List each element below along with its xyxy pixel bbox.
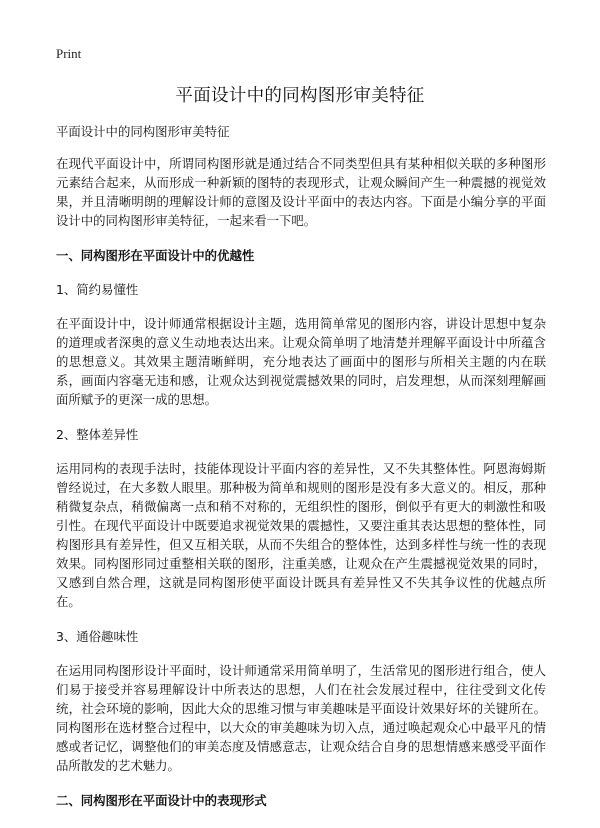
subsection-heading-simplicity: 1、简约易懂性 [56,282,139,297]
paragraph-simplicity: 在平面设计中，设计师通常根据设计主题，选用简单常见的图形内容，讲设计思想中复杂的道理或者深奥的意义生动地表达出来。让观众简单明了地清楚并理解平面设计中所蕴含的思想意义。其效果主题清晰鲜明，充分地表达了画面中的图形与所相关主题的内在联系，画面内容毫无违和感，让观众达到视觉震撼效果的同时，启发理想，从而深刻理解画面所赋予的更深一成的思想。 [56,316,546,407]
section-heading-forms: 二、同构图形在平面设计中的表现形式 [56,793,267,808]
page-title: 平面设计中的同构图形审美特征 [175,86,425,106]
paragraph-difference: 运用同构的表现手法时，技能体现设计平面内容的差异性，又不失其整体性。阿恩海姆斯曾经说过，在大多数人眼里。那种极为简单和规则的图形是没有多大意义的。相反，那种稍微复杂点，稍微偏离一点和稍不对称的，无组织性的图形，倒似乎有更大的刺激性和吸引性。在现代平面设计中既要追求视觉效果的震撼性，又要注重其表达思想的整体性，同构图形具有差异性，但又互相关联，从而不失组合的整体性，达到多样性与统一性的表现效果。同构图形同过重整相关联的图形，注重美感，让观众在产生震撼视觉效果的同时，又感到自然合理，这就是同构图形使平面设计既具有差异性又不失其争议性的优越点所在。 [56,461,546,609]
subsection-heading-difference: 2、整体差异性 [56,427,139,442]
subsection-heading-interest: 3、通俗趣味性 [56,629,139,644]
print-link[interactable]: Print [56,46,82,61]
intro-paragraph: 在现代平面设计中，所谓同构图形就是通过结合不同类型但具有某种相似关联的多种图形元素结合起来，从而形成一种新颖的图特的表现形式，让观众瞬间产生一种震撼的视觉效果，并且清晰明朗的理解设计师的意图及设计平面中的表达内容。下面是小编分享的平面设计中的同构图形审美特征，一起来看一下吧。 [56,156,546,228]
article-subtitle: 平面设计中的同构图形审美特征 [56,124,230,139]
paragraph-interest: 在运用同构图形设计平面时，设计师通常采用简单明了，生活常见的图形进行组合，使人们易于接受并容易理解设计中所表达的思想，人们在社会发展过程中，往往受到文化传统，社会环境的影响，因此大众的思维习惯与审美趣味是平面设计效果好坏的关键所在。同构图形在选材整合过程中，以大众的审美趣味为切入点，通过唤起观众心中最平凡的情感或者记忆，调整他们的审美态度及情感意志，让观众结合自身的思想情感来感受平面作品所散发的艺术魅力。 [56,663,546,773]
section-heading-advantages: 一、同构图形在平面设计中的优越性 [56,248,255,263]
article-body [56,122,546,825]
